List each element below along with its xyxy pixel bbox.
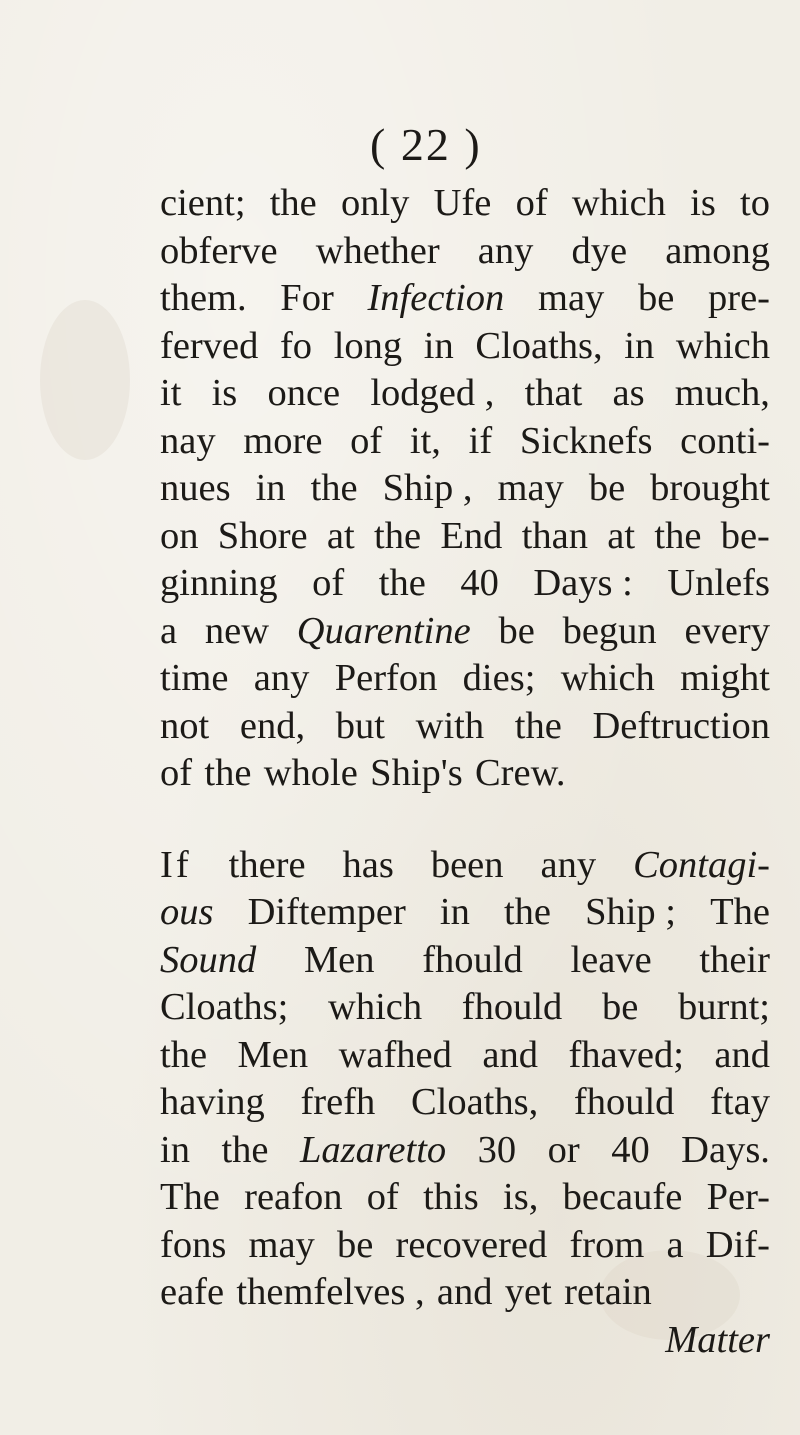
word: or [547,1128,580,1171]
word: the [654,514,702,557]
word: as [612,372,645,414]
word: be- [720,514,770,557]
word: reafon [244,1176,343,1218]
body-text [160,180,770,1364]
word: Days : [533,562,633,604]
word: the [310,467,358,509]
word: and [436,1271,493,1313]
word: burnt; [678,986,770,1028]
word: them. [160,277,247,319]
word: this [423,1176,479,1218]
word: Ship , [382,467,473,509]
word: in [255,467,286,509]
word: brought [650,467,770,509]
word: fhould [461,986,563,1028]
word: obferve [160,229,278,272]
word: ous [160,891,214,933]
paragraph-gap [160,798,770,842]
word: any [477,229,534,272]
text-line [160,937,770,985]
word: in [439,891,470,933]
word: the [514,704,562,747]
text-line [160,275,770,323]
word: time [160,657,229,699]
text-line [160,750,770,798]
word: Men [237,1033,309,1076]
word: to [740,182,770,224]
word: Unlefs [667,562,770,604]
word: eafe [160,1271,225,1313]
word: Men [303,938,375,981]
word: Diftemper [247,891,406,933]
word: every [684,609,770,652]
word: among [665,229,770,272]
word: fons [160,1223,227,1266]
word: their [699,938,770,981]
word: the [378,562,426,604]
word: retain [564,1271,652,1313]
word: a [160,609,178,652]
word: be [498,609,535,652]
word: Cloaths; [160,986,289,1028]
text-line [160,842,770,890]
word: there [228,843,306,886]
word: new [204,609,270,652]
text-line [160,1174,770,1222]
word: be [588,467,626,509]
text-line [160,984,770,1032]
word: may [248,1223,315,1266]
word: be [336,1223,374,1266]
word: in [160,1128,190,1171]
word: more [243,419,323,462]
word: cient; [160,182,246,224]
word: Ship's [370,752,463,794]
word: the [503,891,551,933]
word: 40 [611,1128,650,1171]
word: may [538,277,605,319]
word: been [430,843,504,886]
word: might [680,657,770,699]
word: End [440,514,503,557]
word: Infection [367,277,505,319]
text-line [160,655,770,703]
word: If [160,843,192,886]
word: ginning [160,562,278,604]
word: themfelves , [236,1271,425,1313]
word: it [160,372,182,414]
word: Cloaths, [475,324,603,367]
word: which [560,657,655,699]
text-line [160,1079,770,1127]
word: Perfon [334,657,438,699]
word: ftay [710,1081,770,1123]
word: Per- [706,1176,770,1218]
word: frefh [300,1081,376,1123]
text-line [160,465,770,513]
word: lodged , [370,372,495,414]
word: which [571,182,666,224]
word: Contagi- [633,843,770,886]
word: of [515,182,548,224]
word: any [540,843,597,886]
word: with [415,704,485,747]
word: Crew. [475,752,566,794]
word: 30 [477,1128,517,1171]
text-line [160,703,770,751]
word: leave [570,938,652,981]
word: Ufe [433,182,492,224]
word: Sound [160,938,257,981]
text-line [160,608,770,656]
word: on [160,514,199,557]
word: whole [263,752,358,794]
word: has [342,843,394,886]
word: dies; [462,657,536,699]
word: in [423,324,454,367]
word: which [675,324,770,367]
word: having [160,1081,265,1123]
word: Lazaretto [299,1128,447,1171]
word: Days. [681,1128,770,1171]
word: fhould [573,1081,675,1123]
word: the [221,1128,269,1171]
word: of [312,562,345,604]
word: nay [160,419,216,462]
word: of [366,1176,399,1218]
text-line [160,513,770,561]
word: not [160,704,210,747]
paper-stain [40,300,130,460]
text-line [160,1032,770,1080]
word: is, [503,1176,539,1218]
word: and [482,1033,538,1076]
word: be [601,986,639,1028]
word: which [328,986,423,1028]
text-line [160,180,770,228]
word: Deftruction [592,704,770,747]
word: long [333,324,403,367]
word: if [468,419,493,462]
text-line [160,560,770,608]
word: much, [674,372,770,414]
text-line [160,889,770,937]
word: but [335,704,385,747]
word: nues [160,467,231,509]
word: the [160,1033,208,1076]
word: the [374,514,422,557]
word: Cloaths, [410,1081,539,1123]
word: yet [504,1271,552,1313]
word: Shore [217,514,308,557]
word: of [160,752,193,794]
word: For [280,277,334,319]
page-number: ( 22 ) [370,119,482,170]
word: is [211,372,238,414]
word: The [710,891,770,933]
word: end, [239,704,306,747]
text-line [160,1127,770,1175]
word: Ship ; [585,891,677,933]
word: fo [279,324,313,367]
word: of [350,419,383,462]
word: fhaved; [568,1033,684,1076]
word: 40 [460,562,499,604]
word: may [497,467,564,509]
word: a [666,1223,684,1266]
word: dye [571,229,628,272]
word: Sicknefs [519,419,653,462]
word: from [569,1223,645,1266]
word: the [204,752,252,794]
text-line [160,228,770,276]
word: at [326,514,355,557]
word: that [524,372,583,414]
catchword: Matter [665,1318,770,1361]
text-line [160,1269,770,1317]
word: conti- [680,419,770,462]
word: recovered [395,1223,548,1266]
catchword-line [160,1317,770,1365]
word: whether [315,229,440,272]
word: Quarentine [296,609,471,652]
word: any [253,657,310,699]
word: is [690,182,716,224]
word: at [607,514,636,557]
word: and [714,1033,770,1076]
word: ferved [160,324,259,367]
word: Dif- [705,1223,770,1266]
word: fhould [422,938,523,981]
word: in [624,324,655,367]
word: begun [562,609,657,652]
text-line [160,370,770,418]
word: be [637,277,675,319]
word: than [521,514,588,557]
word: becaufe [562,1176,683,1218]
word: once [267,372,341,414]
word: pre- [708,277,770,319]
text-line [160,323,770,371]
word: the [269,182,317,224]
text-line [160,1222,770,1270]
word: The [160,1176,220,1218]
text-line [160,418,770,466]
word: wafhed [338,1033,452,1076]
word: it, [409,419,441,462]
word: only [340,182,410,224]
